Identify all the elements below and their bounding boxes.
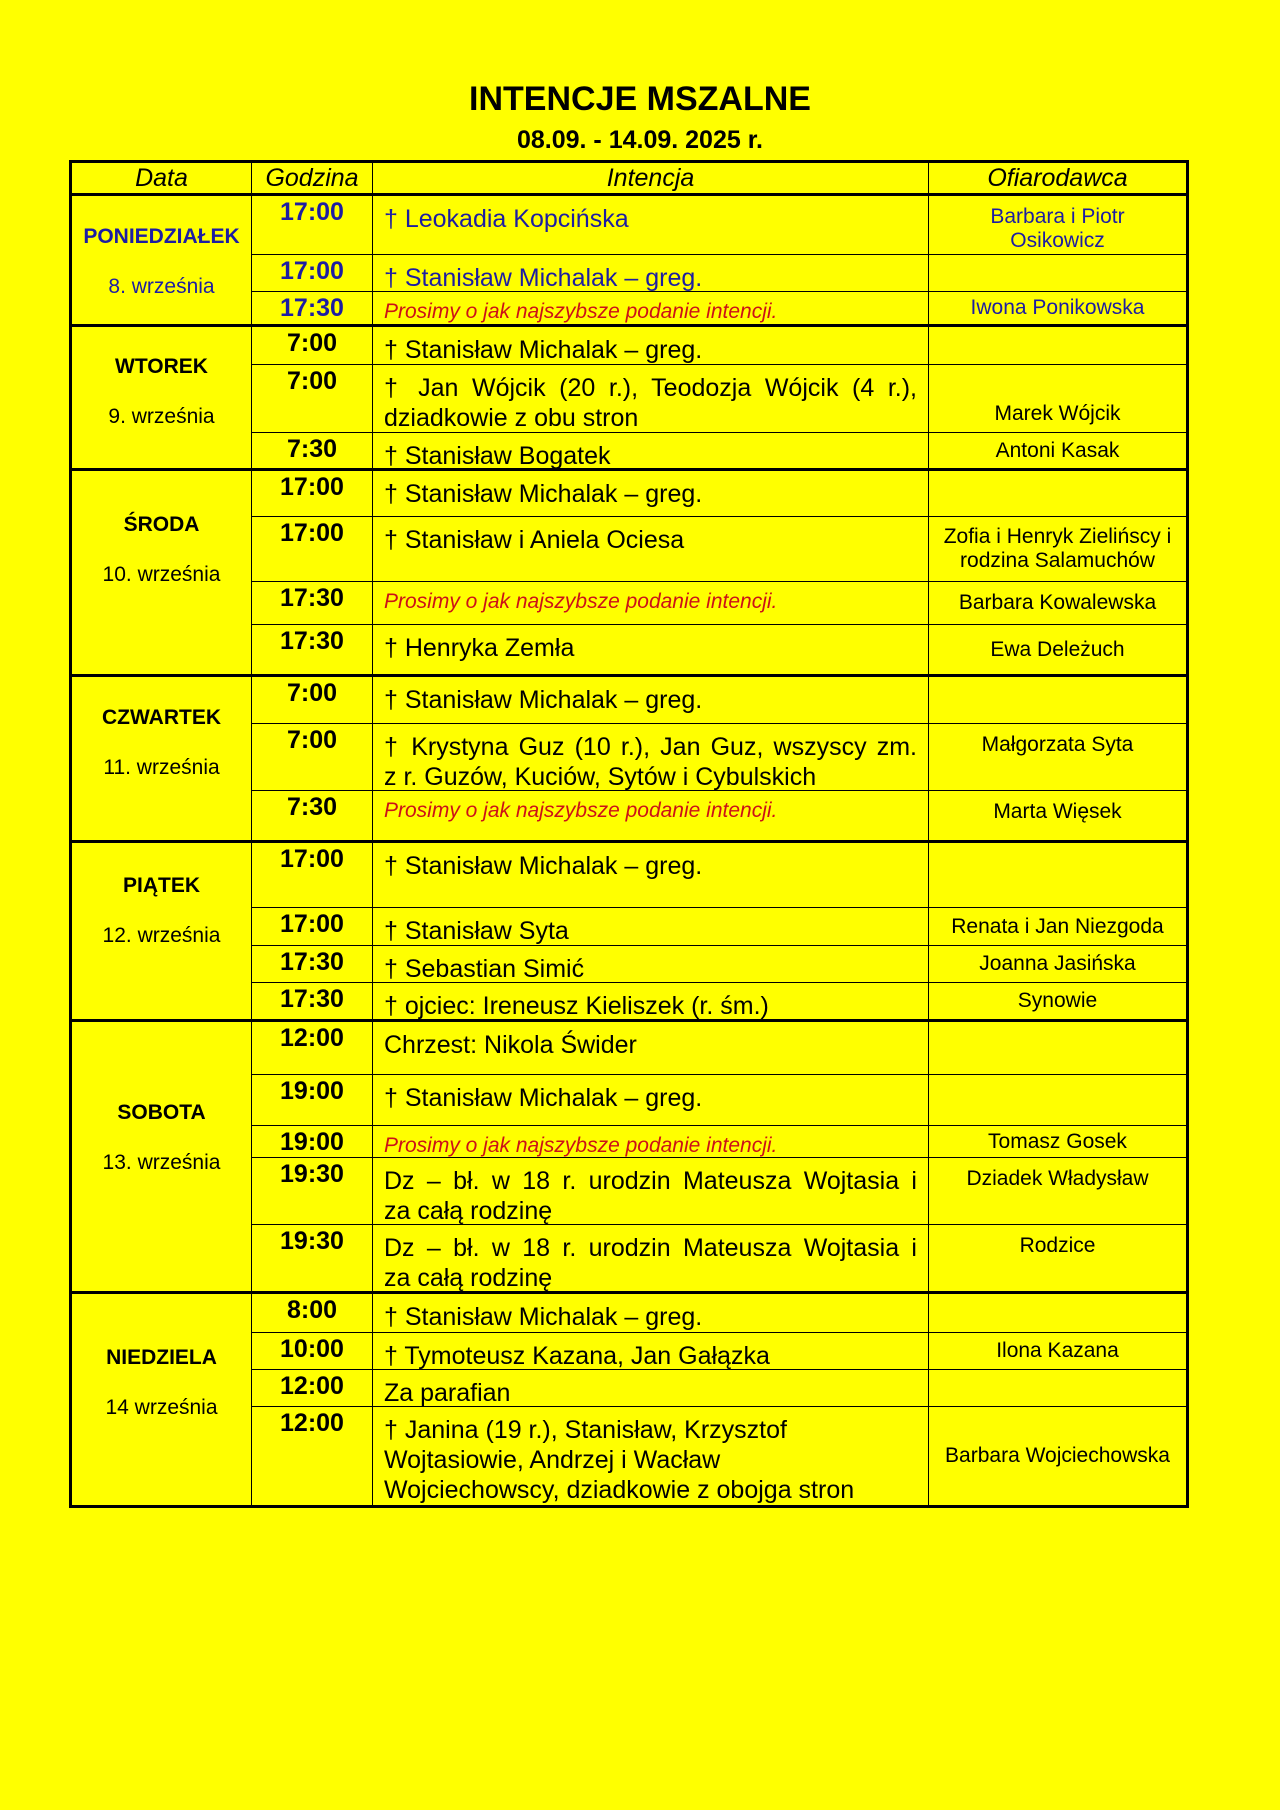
mass-time: 19:30 [252,1225,373,1294]
mass-donor [929,983,1186,1022]
mass-time: 12:00 [252,1370,373,1407]
day-cell [72,196,252,327]
mass-time: 17:30 [252,625,373,677]
intention-line: z r. Guzów, Kuciów, Sytów i Cybulskich [384,763,817,791]
mass-time: 19:30 [252,1158,373,1225]
mass-donor [929,433,1186,471]
intention-line: dziadkowie z obu stron [384,404,639,432]
day-name: PIĄTEK [122,873,200,897]
mass-donor [929,908,1186,946]
day-cell [72,1022,252,1294]
mass-intention [373,1225,929,1294]
mass-donor [929,471,1186,517]
intention-line: † Henryka Zemła [384,634,575,662]
intention-line: † Krystyna Guz (10 r.), Jan Guz, wszyscy zm. [384,733,917,761]
mass-donor [929,946,1186,983]
mass-intention [373,327,929,365]
mass-donor [929,1225,1186,1294]
intention-line: za całą rodzinę [384,1197,553,1225]
mass-time: 7:00 [252,327,373,365]
mass-intention [373,625,929,677]
day-cell [72,327,252,471]
column-header-intencja: Intencja [373,163,929,196]
mass-donor [929,582,1186,625]
day-cell [72,677,252,843]
mass-time: 17:30 [252,292,373,327]
intention-line: † Janina (19 r.), Stanisław, Krzysztof [384,1416,787,1444]
day-date: 8. września [108,274,215,298]
intention-line: † Stanisław Michalak – greg. [384,264,703,292]
mass-time: 17:30 [252,946,373,983]
donor-line: Barbara Kowalewska [958,591,1157,614]
intention-request-note [373,292,929,327]
donor-line: Dziadek Władysław [966,1167,1149,1190]
mass-intention [373,1370,929,1407]
intention-line: † Stanisław Michalak – greg. [384,336,703,364]
mass-donor [929,365,1186,433]
mass-time: 12:00 [252,1407,373,1505]
mass-time: 7:00 [252,724,373,791]
intention-line: † Stanisław Michalak – greg. [384,1303,703,1331]
mass-donor [929,1022,1186,1075]
mass-intention [373,1075,929,1126]
donor-line: Rodzice [1019,1234,1096,1257]
mass-donor [929,292,1186,327]
day-date: 12. września [102,923,221,947]
mass-intention [373,517,929,582]
mass-intention [373,471,929,517]
mass-donor [929,1126,1186,1158]
mass-intention [373,365,929,433]
intention-line: † Leokadia Kopcińska [384,205,629,233]
intention-line: Wojciechowscy, dziadkowie z obojga stron [384,1476,855,1504]
mass-donor [929,1333,1186,1370]
mass-intention [373,255,929,292]
mass-intention [373,908,929,946]
day-cell [72,471,252,677]
intention-line: Dz – bł. w 18 r. urodzin Mateusza Wojtasia i [384,1167,917,1195]
mass-donor [929,327,1186,365]
mass-time: 7:30 [252,433,373,471]
mass-intention [373,983,929,1022]
intention-line: † Sebastian Simić [384,955,585,983]
mass-intention [373,843,929,908]
intention-request-note [373,791,929,843]
donor-line: rodzina Salamuchów [960,549,1155,572]
intention-line: † Stanisław Michalak – greg. [384,852,703,880]
intention-request-note [373,582,929,625]
intention-request-note [373,1126,929,1158]
mass-donor [929,843,1186,908]
intention-line: Prosimy o jak najszybsze podanie intencji. [384,799,778,822]
donor-line: Antoni Kasak [995,438,1120,462]
mass-intention [373,1333,929,1370]
day-name: WTOREK [115,354,208,378]
donor-line: Renata i Jan Niezgoda [951,914,1164,938]
day-cell [72,1294,252,1505]
mass-time: 17:00 [252,908,373,946]
donor-line: Synowie [1017,989,1098,1012]
day-date: 11. września [103,755,220,779]
mass-time: 8:00 [252,1294,373,1333]
intention-line: † Stanisław i Aniela Ociesa [384,526,685,554]
intention-line: Chrzest: Nikola Świder [384,1031,637,1059]
day-cell [72,843,252,1022]
day-name: PONIEDZIAŁEK [83,224,240,248]
page-title: INTENCJE MSZALNE [469,80,811,118]
intention-line: † Tymoteusz Kazana, Jan Gałązka [384,1342,770,1370]
mass-time: 17:00 [252,517,373,582]
mass-donor [929,1407,1186,1505]
intention-line: † ojciec: Ireneusz Kieliszek (r. śm.) [384,992,769,1020]
mass-time: 17:30 [252,983,373,1022]
mass-intention [373,196,929,255]
donor-line: Zofia i Henryk Zielińscy i [943,525,1172,548]
donor-line: Ilona Kazana [996,1339,1119,1362]
day-date: 13. września [102,1150,221,1174]
donor-line: Małgorzata Syta [981,733,1134,756]
day-date: 14 września [105,1395,218,1419]
mass-donor [929,517,1186,582]
mass-intention [373,677,929,724]
mass-time: 7:30 [252,791,373,843]
mass-intention [373,1022,929,1075]
mass-time: 7:00 [252,677,373,724]
mass-intention [373,1158,929,1225]
mass-donor [929,791,1186,843]
mass-donor [929,255,1186,292]
mass-donor [929,1370,1186,1407]
intention-line: † Stanisław Michalak – greg. [384,480,703,508]
donor-line: Marek Wójcik [994,402,1121,425]
day-name: SOBOTA [117,1100,206,1124]
intention-line: Za parafian [384,1379,511,1407]
donor-line: Osikowicz [1010,229,1105,252]
column-header-godzina: Godzina [252,163,373,196]
mass-time: 17:00 [252,471,373,517]
column-header-ofiarodawca: Ofiarodawca [929,163,1186,196]
day-name: ŚRODA [123,512,200,536]
mass-donor [929,724,1186,791]
day-name: NIEDZIELA [106,1345,217,1369]
mass-intention [373,946,929,983]
mass-intention [373,724,929,791]
mass-donor [929,677,1186,724]
mass-time: 19:00 [252,1126,373,1158]
intention-line: Dz – bł. w 18 r. urodzin Mateusza Wojtasia i [384,1234,917,1262]
date-range-subtitle: 08.09. - 14.09. 2025 r. [516,126,764,154]
mass-intention [373,433,929,471]
intention-line: Wojtasiowie, Andrzej i Wacław [384,1446,721,1474]
intention-line: † Stanisław Syta [384,917,569,945]
donor-line: Joanna Jasińska [979,952,1136,975]
mass-time: 17:00 [252,196,373,255]
mass-time: 7:00 [252,365,373,433]
intention-line: † Jan Wójcik (20 r.), Teodozja Wójcik (4 r.), [384,374,917,402]
intention-line: Prosimy o jak najszybsze podanie intencji. [384,590,778,613]
mass-donor [929,625,1186,677]
intention-line: za całą rodzinę [384,1264,553,1292]
donor-line: Barbara Wojciechowska [945,1444,1170,1467]
mass-donor [929,196,1186,255]
donor-line: Ewa Deleżuch [990,637,1125,661]
donor-line: Marta Więsek [993,800,1122,823]
mass-time: 19:00 [252,1075,373,1126]
day-date: 10. września [102,562,221,586]
donor-line: Iwona Ponikowska [970,296,1145,319]
mass-time: 12:00 [252,1022,373,1075]
intention-line: Prosimy o jak najszybsze podanie intencji. [384,300,778,323]
mass-donor [929,1158,1186,1225]
mass-time: 10:00 [252,1333,373,1370]
donor-line: Tomasz Gosek [988,1129,1127,1153]
mass-donor [929,1075,1186,1126]
mass-time: 17:30 [252,582,373,625]
intention-line: Prosimy o jak najszybsze podanie intencji. [384,1134,778,1157]
mass-time: 17:00 [252,255,373,292]
mass-intentions-table [69,160,1189,1508]
donor-line: Barbara i Piotr [990,205,1125,228]
intention-line: † Stanisław Michalak – greg. [384,686,703,714]
mass-intention [373,1294,929,1333]
day-date: 9. września [108,404,215,428]
intention-line: † Stanisław Bogatek [384,442,611,470]
day-name: CZWARTEK [102,705,221,729]
intention-line: † Stanisław Michalak – greg. [384,1084,703,1112]
mass-time: 17:00 [252,843,373,908]
column-header-data: Data [72,163,252,196]
mass-intention [373,1407,929,1505]
mass-donor [929,1294,1186,1333]
